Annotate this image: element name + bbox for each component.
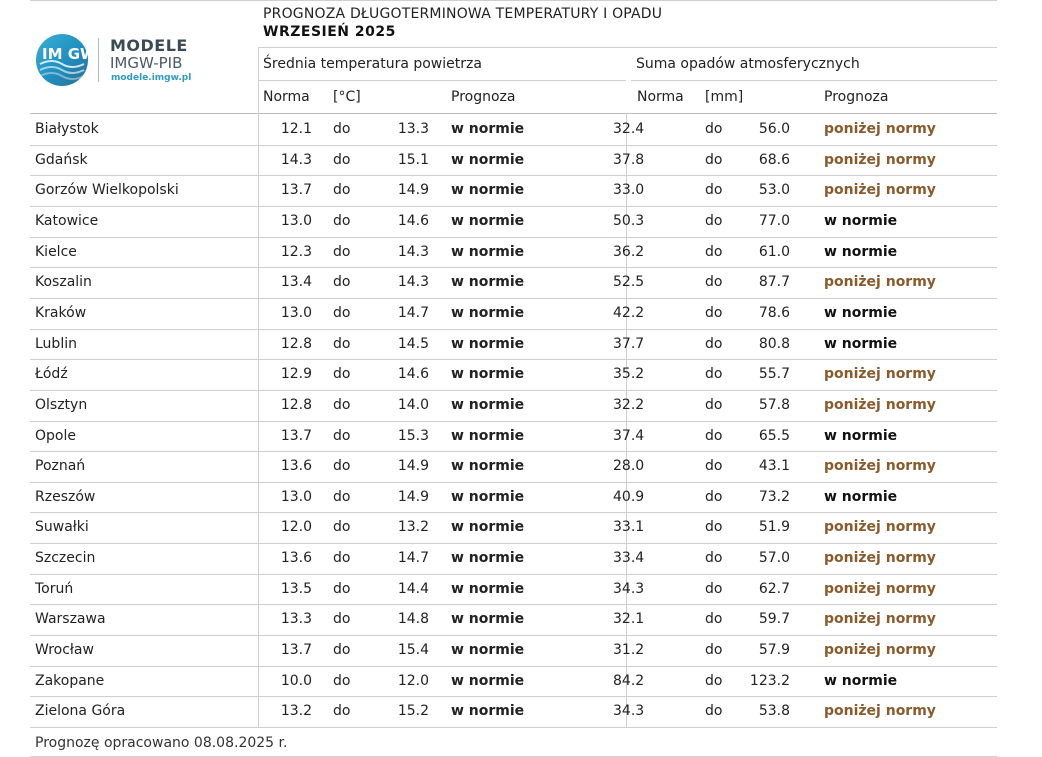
city-name: Rzeszów [35, 488, 96, 505]
prec-forecast: poniżej normy [824, 274, 936, 291]
temp-forecast: w normie [451, 642, 525, 659]
prec-forecast: poniżej normy [824, 182, 936, 199]
temp-norm-to: 14.4 [397, 580, 429, 597]
temp-do: do [333, 212, 351, 229]
prec-norm-to: 57.0 [758, 550, 790, 567]
prec-norm-to: 73.2 [758, 488, 790, 505]
temp-do: do [333, 550, 351, 567]
prec-do: do [705, 182, 723, 199]
temp-norm-from: 13.6 [280, 550, 312, 567]
prec-forecast: poniżej normy [824, 550, 936, 567]
city-name: Kraków [35, 304, 87, 321]
prec-forecast: poniżej normy [824, 611, 936, 628]
table-row [30, 114, 997, 145]
temp-do: do [333, 151, 351, 168]
table-row [30, 604, 997, 635]
temp-do: do [333, 458, 351, 475]
prec-norm-from: 33.4 [613, 550, 645, 567]
temp-norm-to: 14.5 [397, 335, 429, 352]
temp-norm-from: 12.8 [280, 335, 312, 352]
temp-norm-from: 12.0 [280, 519, 312, 536]
city-name: Warszawa [35, 611, 106, 628]
temp-forecast: w normie [451, 304, 525, 321]
temp-norm-from: 13.2 [280, 703, 312, 720]
temp-forecast: w normie [451, 458, 525, 475]
city-name: Gdańsk [35, 151, 88, 168]
temp-forecast: w normie [451, 580, 525, 597]
temp-do: do [333, 396, 351, 413]
temp-norm-to: 14.6 [397, 212, 429, 229]
prec-forecast: w normie [824, 488, 898, 505]
temp-forecast: w normie [451, 703, 525, 720]
header-temp-norma: Norma [263, 89, 310, 105]
prec-norm-to: 123.2 [749, 672, 790, 689]
prec-norm-from: 36.2 [613, 243, 645, 260]
temp-forecast: w normie [451, 212, 525, 229]
prec-forecast: poniżej normy [824, 121, 936, 137]
prec-norm-from: 52.5 [613, 274, 645, 291]
city-name: Łódź [35, 366, 68, 383]
section-precipitation: Suma opadów atmosferycznych [636, 56, 860, 72]
prec-do: do [705, 703, 723, 720]
temp-forecast: w normie [451, 488, 525, 505]
city-name: Wrocław [35, 642, 94, 659]
temp-forecast: w normie [451, 427, 525, 444]
prec-do: do [705, 488, 723, 505]
prec-norm-from: 32.1 [613, 611, 645, 628]
temp-do: do [333, 703, 351, 720]
header-prec-prognoza: Prognoza [824, 89, 889, 105]
header-prec-unit: [mm] [705, 89, 744, 105]
prec-norm-to: 68.6 [758, 151, 790, 168]
prec-norm-to: 59.7 [758, 611, 790, 628]
prec-do: do [705, 519, 723, 536]
forecast-date-note: Prognozę opracowano 08.08.2025 r. [35, 735, 288, 751]
temp-norm-to: 14.7 [397, 550, 429, 567]
prec-forecast: poniżej normy [824, 580, 936, 597]
prec-forecast: poniżej normy [824, 396, 936, 413]
temp-norm-from: 13.5 [280, 580, 312, 597]
table-row [30, 512, 997, 543]
prec-norm-from: 84.2 [613, 672, 645, 689]
temp-norm-from: 12.3 [280, 243, 312, 260]
temp-norm-from: 13.0 [280, 212, 312, 229]
page-title: PROGNOZA DŁUGOTERMINOWA TEMPERATURY I OPADU [263, 6, 663, 22]
temp-norm-to: 13.3 [397, 121, 429, 137]
table-row [30, 635, 997, 666]
table-row [30, 145, 997, 176]
prec-forecast: w normie [824, 212, 898, 229]
prec-norm-to: 65.5 [758, 427, 790, 444]
temp-norm-to: 14.9 [397, 458, 429, 475]
prec-do: do [705, 274, 723, 291]
prec-do: do [705, 151, 723, 168]
prec-do: do [705, 458, 723, 475]
prec-norm-from: 37.8 [613, 151, 645, 168]
temp-norm-from: 10.0 [280, 672, 312, 689]
prec-forecast: poniżej normy [824, 151, 936, 168]
prec-norm-from: 34.3 [613, 580, 645, 597]
prec-norm-from: 32.2 [613, 396, 645, 413]
prec-norm-to: 77.0 [758, 212, 790, 229]
temp-norm-to: 15.1 [397, 151, 429, 168]
temp-forecast: w normie [451, 366, 525, 383]
city-name: Szczecin [35, 550, 96, 567]
temp-norm-to: 13.2 [397, 519, 429, 536]
prec-norm-from: 37.4 [613, 427, 645, 444]
city-name: Zakopane [35, 672, 105, 689]
logo-subtitle: IMGW-PIB [110, 54, 183, 72]
temp-forecast: w normie [451, 519, 525, 536]
temp-norm-from: 13.7 [280, 182, 312, 199]
prec-norm-to: 80.8 [758, 335, 790, 352]
prec-norm-from: 28.0 [613, 458, 645, 475]
temp-forecast: w normie [451, 396, 525, 413]
prec-do: do [705, 335, 723, 352]
prec-norm-from: 31.2 [613, 642, 645, 659]
rule-section-prec [631, 80, 997, 81]
prec-do: do [705, 580, 723, 597]
prec-norm-to: 61.0 [758, 243, 790, 260]
prec-norm-to: 57.9 [758, 642, 790, 659]
table-row [30, 329, 997, 360]
temp-do: do [333, 182, 351, 199]
rule-bottom [30, 727, 997, 728]
temp-norm-from: 12.1 [280, 121, 312, 137]
section-temperature: Średnia temperatura powietrza [263, 56, 482, 72]
temp-forecast: w normie [451, 121, 525, 137]
logo-mark-text: IM GW [42, 45, 97, 63]
temp-do: do [333, 642, 351, 659]
temp-norm-from: 13.7 [280, 642, 312, 659]
temp-norm-from: 12.8 [280, 396, 312, 413]
prec-norm-to: 53.0 [758, 182, 790, 199]
temp-do: do [333, 304, 351, 321]
prec-do: do [705, 427, 723, 444]
logo-title: MODELE [110, 36, 188, 55]
table-row [30, 696, 997, 727]
temp-do: do [333, 580, 351, 597]
temp-norm-to: 12.0 [397, 672, 429, 689]
prec-norm-from: 37.7 [613, 335, 645, 352]
temp-norm-to: 14.9 [397, 488, 429, 505]
temp-norm-to: 14.9 [397, 182, 429, 199]
prec-forecast: w normie [824, 672, 898, 689]
prec-norm-to: 56.0 [758, 121, 790, 137]
temp-do: do [333, 427, 351, 444]
prec-norm-to: 55.7 [758, 366, 790, 383]
prec-forecast: poniżej normy [824, 458, 936, 475]
city-name: Poznań [35, 458, 86, 475]
temp-norm-from: 14.3 [280, 151, 312, 168]
temp-do: do [333, 672, 351, 689]
prec-forecast: poniżej normy [824, 642, 936, 659]
prec-do: do [705, 243, 723, 260]
city-name: Suwałki [35, 519, 89, 536]
city-name: Olsztyn [35, 396, 88, 413]
city-name: Kielce [35, 243, 77, 260]
temp-norm-to: 15.4 [397, 642, 429, 659]
temp-norm-to: 14.8 [397, 611, 429, 628]
temp-norm-from: 13.3 [280, 611, 312, 628]
prec-do: do [705, 396, 723, 413]
prec-forecast: poniżej normy [824, 519, 936, 536]
table-row [30, 390, 997, 421]
prec-norm-to: 57.8 [758, 396, 790, 413]
table-row [30, 206, 997, 237]
prec-norm-to: 53.8 [758, 703, 790, 720]
prec-norm-from: 33.0 [613, 182, 645, 199]
rule-section-temp [258, 80, 626, 81]
temp-norm-from: 13.4 [280, 274, 312, 291]
prec-norm-to: 62.7 [758, 580, 790, 597]
table-row [30, 451, 997, 482]
prec-do: do [705, 672, 723, 689]
table-row [30, 543, 997, 574]
rule-title [258, 47, 997, 48]
prec-forecast: poniżej normy [824, 703, 936, 720]
prec-norm-from: 50.3 [613, 212, 645, 229]
prec-norm-from: 32.4 [613, 121, 645, 137]
prec-do: do [705, 366, 723, 383]
table-row [30, 298, 997, 329]
prec-forecast: poniżej normy [824, 366, 936, 383]
temp-do: do [333, 243, 351, 260]
table-row [30, 421, 997, 452]
temp-forecast: w normie [451, 550, 525, 567]
city-name: Katowice [35, 212, 99, 229]
temp-do: do [333, 519, 351, 536]
prec-norm-to: 87.7 [758, 274, 790, 291]
table-row [30, 237, 997, 268]
temp-forecast: w normie [451, 672, 525, 689]
city-name: Białystok [35, 121, 99, 137]
temp-forecast: w normie [451, 151, 525, 168]
prec-norm-from: 42.2 [613, 304, 645, 321]
temp-do: do [333, 366, 351, 383]
temp-do: do [333, 335, 351, 352]
prec-forecast: w normie [824, 304, 898, 321]
city-name: Koszalin [35, 274, 92, 291]
imgw-logo [36, 34, 236, 86]
table-row [30, 175, 997, 206]
header-prec-norma: Norma [637, 89, 684, 105]
city-name: Zielona Góra [35, 703, 126, 720]
temp-do: do [333, 274, 351, 291]
logo-separator [98, 38, 99, 82]
temp-forecast: w normie [451, 611, 525, 628]
temp-norm-to: 15.2 [397, 703, 429, 720]
temp-norm-from: 13.0 [280, 304, 312, 321]
table-row [30, 482, 997, 513]
temp-norm-from: 13.0 [280, 488, 312, 505]
prec-do: do [705, 121, 723, 137]
prec-do: do [705, 611, 723, 628]
temp-norm-to: 15.3 [397, 427, 429, 444]
imgw-logo-mark [36, 34, 97, 86]
header-temp-prognoza: Prognoza [451, 89, 516, 105]
temp-forecast: w normie [451, 335, 525, 352]
prec-forecast: w normie [824, 427, 898, 444]
temp-norm-to: 14.0 [397, 396, 429, 413]
temp-norm-to: 14.3 [397, 274, 429, 291]
temp-do: do [333, 488, 351, 505]
rule-top [30, 0, 997, 1]
temp-norm-to: 14.7 [397, 304, 429, 321]
city-name: Gorzów Wielkopolski [35, 182, 179, 199]
table-row [30, 666, 997, 697]
temp-norm-from: 12.9 [280, 366, 312, 383]
prec-do: do [705, 642, 723, 659]
table-row [30, 359, 997, 390]
logo-url: modele.imgw.pl [111, 73, 192, 83]
prec-forecast: w normie [824, 243, 898, 260]
prec-norm-from: 33.1 [613, 519, 645, 536]
table-row [30, 267, 997, 298]
temp-do: do [333, 121, 351, 137]
temp-norm-to: 14.6 [397, 366, 429, 383]
header-temp-unit: [°C] [333, 89, 361, 105]
temp-forecast: w normie [451, 243, 525, 260]
city-name: Opole [35, 427, 76, 444]
temp-forecast: w normie [451, 182, 525, 199]
prec-forecast: w normie [824, 335, 898, 352]
prec-norm-to: 78.6 [758, 304, 790, 321]
forecast-period: WRZESIEŃ 2025 [263, 24, 396, 40]
prec-do: do [705, 304, 723, 321]
prec-norm-from: 40.9 [613, 488, 645, 505]
prec-do: do [705, 550, 723, 567]
temp-norm-to: 14.3 [397, 243, 429, 260]
temp-norm-from: 13.7 [280, 427, 312, 444]
city-name: Lublin [35, 335, 77, 352]
prec-norm-from: 34.3 [613, 703, 645, 720]
prec-norm-from: 35.2 [613, 366, 645, 383]
temp-forecast: w normie [451, 274, 525, 291]
temp-do: do [333, 611, 351, 628]
city-name: Toruń [35, 580, 74, 597]
prec-norm-to: 51.9 [758, 519, 790, 536]
prec-norm-to: 43.1 [758, 458, 790, 475]
temp-norm-from: 13.6 [280, 458, 312, 475]
prec-do: do [705, 212, 723, 229]
table-row [30, 574, 997, 605]
